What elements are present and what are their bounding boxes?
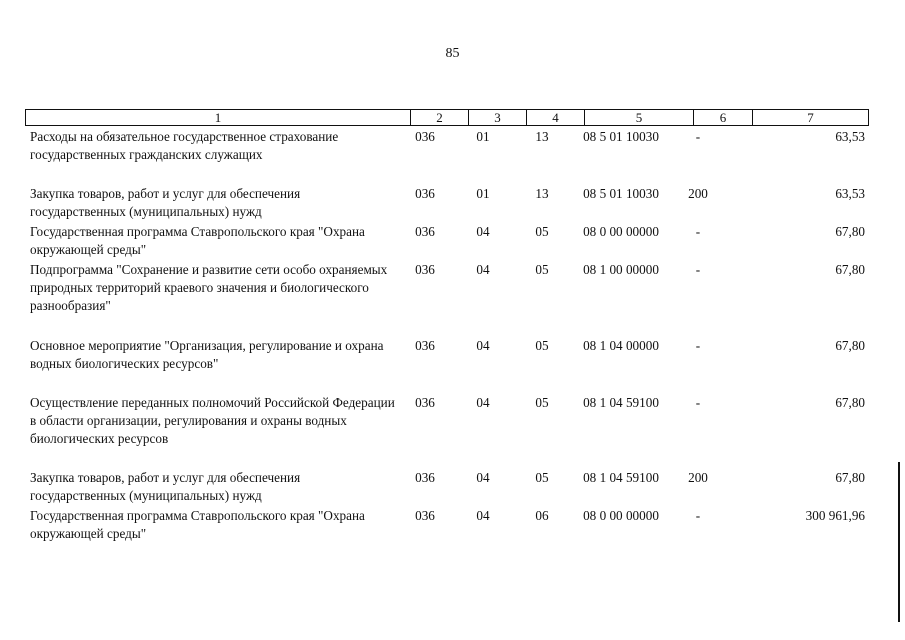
row-section: 04 [476,395,490,410]
row-subsection: 05 [535,262,549,277]
row-gr: 036 [415,508,435,523]
row-section: 04 [476,224,490,239]
row-sum: 67,80 [835,395,865,410]
row-section: 04 [476,470,490,485]
row-sum: 300 961,96 [805,508,865,523]
row-vr: 200 [688,470,708,485]
row-subsection: 05 [535,338,549,353]
row-section: 04 [476,262,490,277]
row-section: 04 [476,338,490,353]
row-code: 08 0 00 00000 [583,508,659,523]
row-subsection: 05 [535,395,549,410]
row-gr: 036 [415,224,435,239]
page-number: 85 [445,46,460,61]
row-gr: 036 [415,470,435,485]
row-sum: 67,80 [835,262,865,277]
row-gr: 036 [415,395,435,410]
row-sum: 63,53 [835,186,865,201]
header-cell-code: 5 [585,110,694,125]
row-vr: 200 [688,186,708,201]
row-name: Закупка товаров, работ и услуг для обеспечения государственных (муниципальных) нужд [30,470,301,503]
table-header-row [25,109,869,126]
row-name: Расходы на обязательное государственное страхование государственных гражданских служащих [30,129,339,162]
row-vr: - [695,129,701,144]
row-name: Подпрограмма "Сохранение и развитие сети особо охраняемых природных территорий краевого значения и биологического разнообразия" [30,262,388,313]
row-sum: 63,53 [835,129,865,144]
row-code: 08 5 01 10030 [583,186,659,201]
row-gr: 036 [415,338,435,353]
row-gr: 036 [415,262,435,277]
row-gr: 036 [415,129,435,144]
row-subsection: 13 [535,186,549,201]
row-code: 08 1 04 59100 [583,470,659,485]
row-vr: - [695,338,701,353]
row-vr: - [695,262,701,277]
row-name: Осуществление переданных полномочий Российской Федерации в области организации, регулирования и охраны водных биологических ресурсов [30,395,395,446]
row-subsection: 05 [535,470,549,485]
row-section: 01 [476,186,490,201]
row-name: Основное мероприятие "Организация, регулирование и охрана водных биологических ресурсов" [30,338,384,371]
row-vr: - [695,224,701,239]
row-code: 08 0 00 00000 [583,224,659,239]
row-subsection: 13 [535,129,549,144]
row-section: 04 [476,508,490,523]
row-sum: 67,80 [835,338,865,353]
row-sum: 67,80 [835,470,865,485]
header-cell-section: 3 [469,110,527,125]
row-code: 08 1 04 59100 [583,395,659,410]
header-cell-sum: 7 [807,110,814,125]
row-name: Государственная программа Ставропольского края "Охрана окружающей среды" [30,508,365,541]
scan-edge-line [898,462,900,622]
row-code: 08 5 01 10030 [583,129,659,144]
header-cell-name: 1 [26,110,411,125]
row-name: Закупка товаров, работ и услуг для обеспечения государственных (муниципальных) нужд [30,186,301,219]
row-section: 01 [476,129,490,144]
header-cell-vr: 6 [694,110,753,125]
row-vr: - [695,395,701,410]
row-vr: - [695,508,701,523]
header-cell-gr: 2 [411,110,469,125]
row-name: Государственная программа Ставропольского края "Охрана окружающей среды" [30,224,365,257]
row-gr: 036 [415,186,435,201]
header-cell-subsection: 4 [527,110,585,125]
row-sum: 67,80 [835,224,865,239]
row-code: 08 1 00 00000 [583,262,659,277]
row-subsection: 06 [535,508,549,523]
row-code: 08 1 04 00000 [583,338,659,353]
row-subsection: 05 [535,224,549,239]
